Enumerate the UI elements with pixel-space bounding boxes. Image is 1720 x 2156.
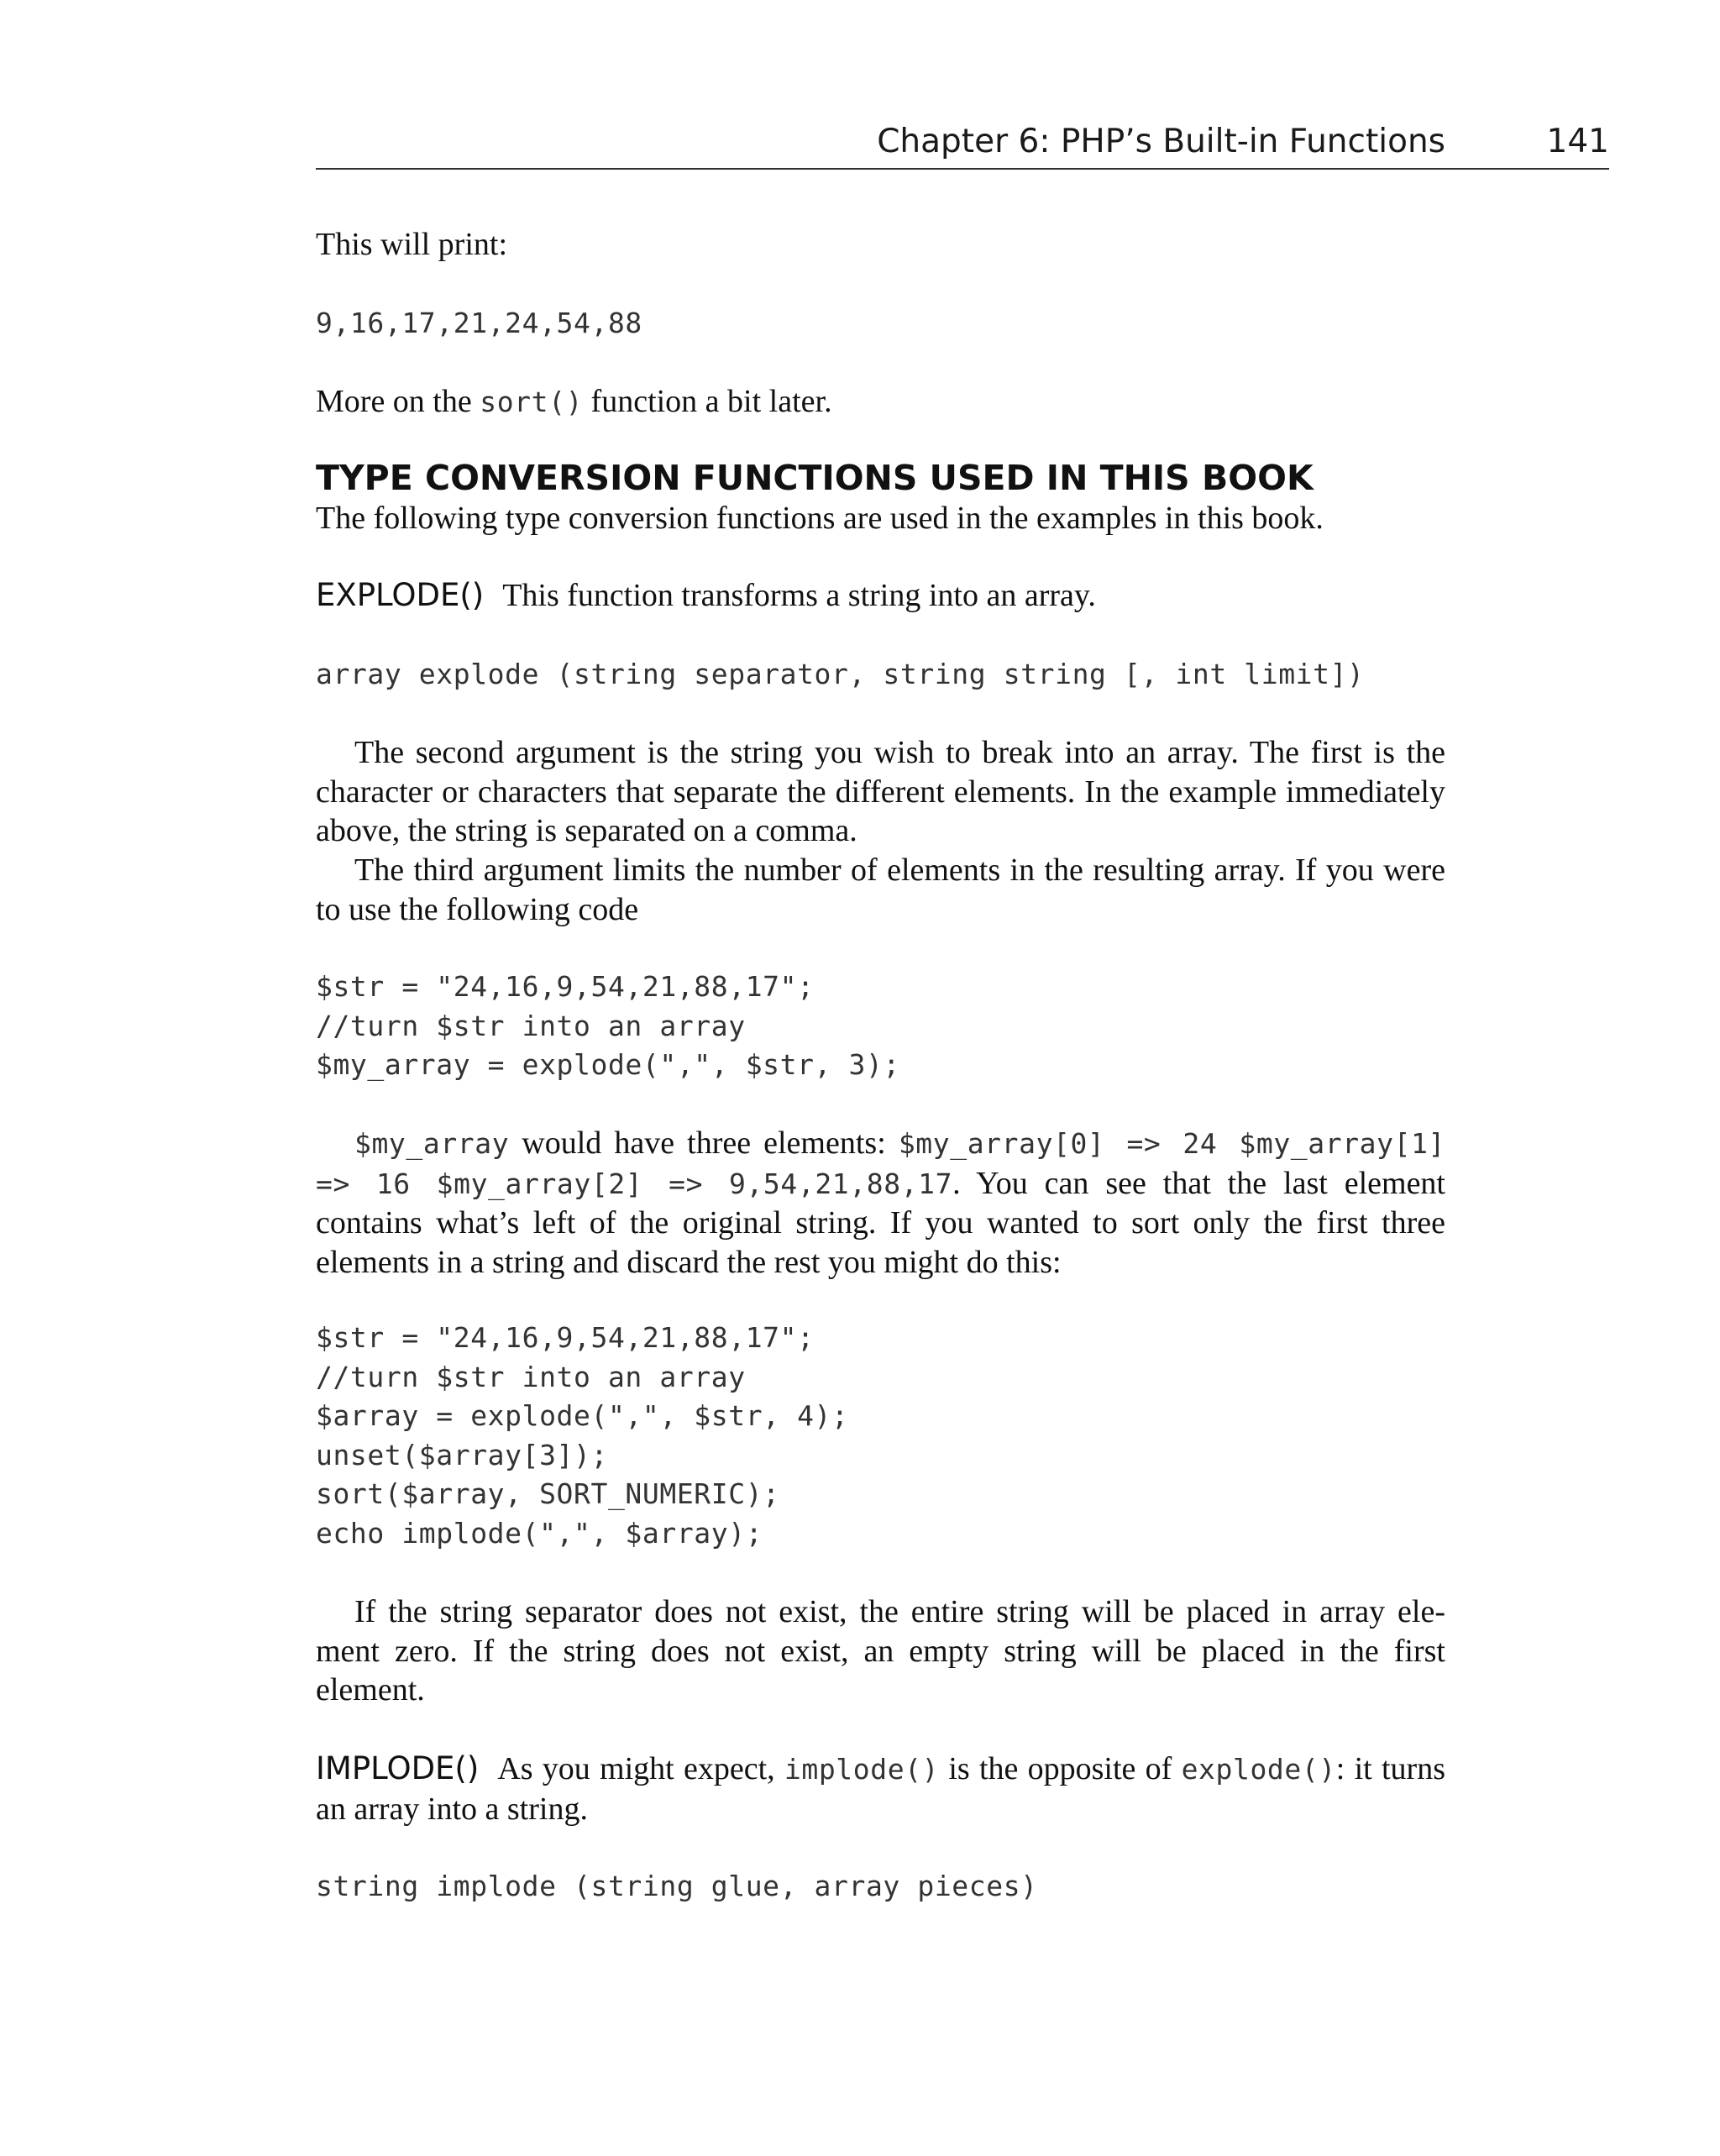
section-intro: The following type conversion functions are used in the examples in this book. — [316, 501, 1324, 536]
code-block-explode-example: $str = "24,16,9,54,21,88,17"; //turn $str into an array $my_array = explode(",", $str, 3); — [316, 970, 900, 1081]
implode-signature: string implode (string glue, array pieces) — [316, 1870, 1038, 1902]
paragraph-more-on-sort — [316, 382, 1445, 422]
page-number: 141 — [1546, 123, 1609, 160]
inline-code-array-values: $my_array[0] => 24 $my_array[1] => 16 $my_array[2] => 9,54,21,88,17 — [316, 1127, 1446, 1200]
explode-entry — [316, 576, 1445, 616]
paragraph-this-will-print: This will print: — [316, 227, 507, 262]
explode-description: This function transforms a string into an array. — [502, 578, 1096, 613]
inline-code-sort: sort() — [480, 386, 584, 418]
text-segment: As you might expect, — [497, 1751, 784, 1786]
paragraph-separator-not-exist: If the string separator does not exist, the entire string will be placed in array ele- ment zero. If the string does not exist, an empty string will be placed in the first element. — [316, 1594, 1445, 1707]
paragraph-third-argument: The third argument limits the number of elements in the resulting array. If you were to use the following code — [316, 852, 1445, 927]
text-segment: . You can see that the last element contains what’s left of the original string. If you wanted to sort only the first three elements in a string and discard the rest you might do this: — [316, 1165, 1445, 1280]
text-segment: would have three elements: — [509, 1125, 899, 1161]
text-segment: is the opposite of — [939, 1751, 1182, 1786]
explode-signature: array explode (string separator, string string [, int limit]) — [316, 658, 1365, 690]
text-segment: function a bit later. — [583, 384, 832, 419]
chapter-title: Chapter 6: PHP’s Built-in Functions — [877, 123, 1445, 160]
inline-code-my-array: $my_array — [354, 1127, 510, 1160]
running-header — [316, 116, 1609, 170]
implode-entry — [316, 1749, 1445, 1828]
code-block-sort-example: $str = "24,16,9,54,21,88,17"; //turn $str into an array $array = explode(",", $str, 4); unset($array[3]); sort($array, SORT_NUMERIC); echo implode(",", $array); — [316, 1321, 849, 1550]
inline-code-explode: explode() — [1181, 1753, 1336, 1786]
paragraph-my-array-elements — [316, 1124, 1445, 1282]
inline-code-implode: implode() — [784, 1753, 940, 1786]
text-segment: : it turns an array into a string. — [316, 1751, 1445, 1827]
paragraph-second-argument: The second argument is the string you wish to break into an array. The first is the character or characters that separate the different elements. In the example immediately above, the string is separated on a comma. — [316, 735, 1445, 848]
section-heading: TYPE CONVERSION FUNCTIONS USED IN THIS BOOK — [316, 458, 1314, 498]
code-output-sorted: 9,16,17,21,24,54,88 — [316, 307, 642, 339]
text-segment: More on the — [316, 384, 480, 419]
explode-label: EXPLODE() — [316, 577, 485, 613]
implode-label: IMPLODE() — [316, 1750, 480, 1786]
